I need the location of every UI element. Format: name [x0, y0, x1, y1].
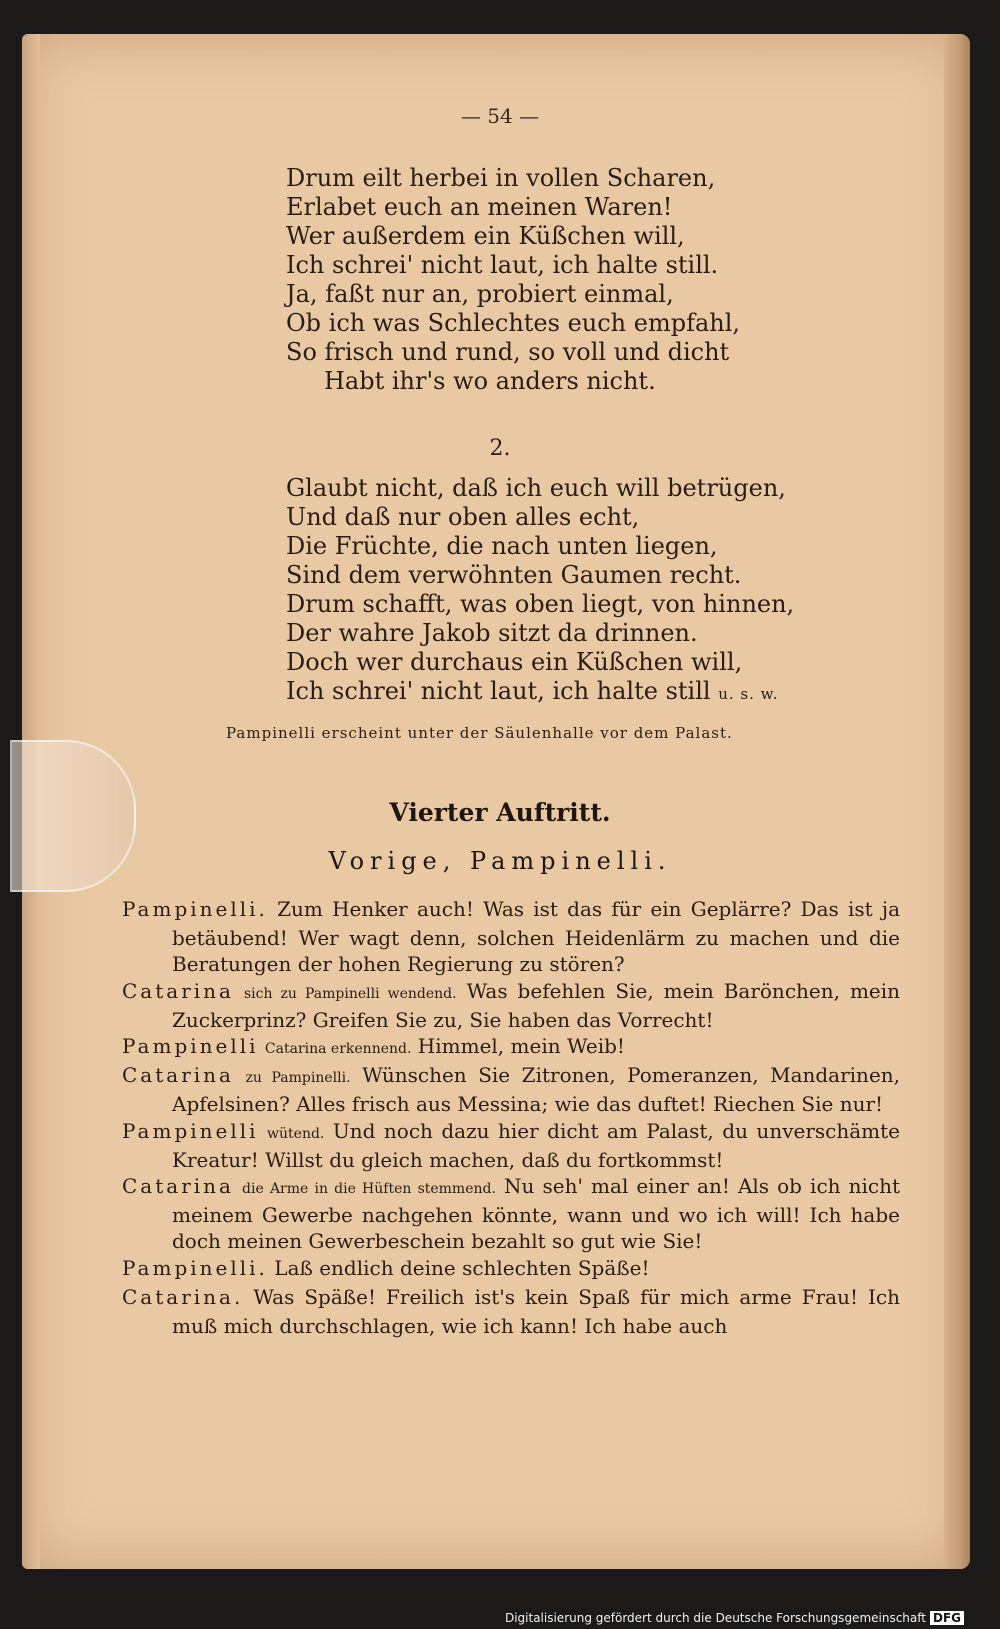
speech-text: Nu seh' mal einer an! Als ob ich nicht meinem Gewerbe nachgehen könnte, wann und wo ich will! Ich habe doch meinen Gewerbeschein bezahlt so gut wie Sie!: [172, 1174, 901, 1254]
verse-line-final: [286, 677, 794, 709]
footer-text: Digitalisierung gefördert durch die Deutsche Forschungsgemeinschaft: [504, 1611, 926, 1625]
verse-number: 2.: [489, 436, 511, 461]
verse-stanza-1: [286, 164, 740, 396]
speech: [122, 1255, 900, 1284]
verse-line: Drum schafft, was oben liegt, von hinnen,: [286, 590, 795, 618]
verse-line-text: Ich schrei' nicht laut, ich halte still: [286, 677, 711, 705]
verse-line: Die Früchte, die nach unten liegen,: [286, 532, 718, 560]
speaker-direction: sich zu Pampinelli wendend.: [243, 985, 457, 1002]
speech: [122, 1173, 900, 1255]
verse-line: So frisch und rund, so voll und dicht: [286, 338, 730, 366]
speaker-name: Catarina: [122, 978, 234, 1003]
speaker-direction: die Arme in die Hüften stemmend.: [242, 1181, 496, 1198]
speaker-direction: wütend.: [267, 1125, 325, 1142]
verse-stanza-2: [286, 474, 794, 709]
speech-text: Laß endlich deine schlechten Späße!: [274, 1255, 650, 1280]
verse-line: Ich schrei' nicht laut, ich halte still.: [286, 251, 719, 279]
speech: [122, 1033, 900, 1062]
verse-line: Doch wer durchaus ein Küßchen will,: [286, 648, 743, 676]
speech-text: Zum Henker auch! Was ist das für ein Geplärre? Das ist ja betäubend! Wer wagt denn, solchen Heidenlärm zu machen und die Beratungen der hohen Regierung zu stören?: [172, 897, 900, 977]
verse-line: Habt ihr's wo anders nicht.: [324, 367, 656, 395]
stage-direction: Pampinelli erscheint unter der Säulenhalle vor dem Palast.: [226, 724, 733, 742]
dfg-logo: DFG: [930, 1611, 964, 1625]
verse-line: Glaubt nicht, daß ich euch will betrügen,: [286, 474, 786, 502]
speech-text: Was befehlen Sie, mein Barönchen, mein Zuckerprinz? Greifen Sie zu, Sie haben das Vorrecht!: [172, 978, 901, 1032]
speech-text: Himmel, mein Weib!: [417, 1034, 625, 1059]
verse-line: Wer außerdem ein Küßchen will,: [286, 222, 685, 250]
speaker-name: Catarina: [122, 1063, 234, 1088]
speech: [122, 1284, 900, 1339]
verse-line: Ja, faßt nur an, probiert einmal,: [286, 280, 674, 308]
speaker-direction: zu Pampinelli.: [245, 1070, 351, 1087]
speaker-name: Pampinelli: [122, 1034, 259, 1059]
scene-cast: Vorige, Pampinelli.: [328, 847, 672, 875]
speaker-name: Catarina.: [122, 1284, 244, 1309]
speaker-name: Pampinelli.: [122, 897, 268, 921]
verse-line: Der wahre Jakob sitzt da drinnen.: [286, 619, 698, 647]
verse-line: Und daß nur oben alles echt,: [286, 503, 640, 531]
usw-abbreviation: u. s. w.: [718, 685, 779, 703]
speaker-name: Pampinelli: [122, 1118, 259, 1143]
speaker-name: Catarina: [122, 1174, 234, 1199]
speech: [122, 1118, 900, 1173]
speech-text: Was Späße! Freilich ist's kein Spaß für mich arme Frau! Ich muß mich durchschlagen, wie ich kann! Ich habe auch: [172, 1284, 900, 1339]
page-number: — 54 —: [460, 104, 540, 128]
verse-line: Ob ich was Schlechtes euch empfahl,: [286, 309, 741, 337]
verse-line: Sind dem verwöhnten Gaumen recht.: [286, 561, 742, 589]
dialogue-block: [122, 896, 900, 1339]
verse-line: Erlabet euch an meinen Waren!: [286, 193, 673, 221]
speech: [122, 1062, 900, 1117]
scene-title: Vierter Auftritt.: [389, 798, 611, 827]
speech-text: Und noch dazu hier dicht am Palast, du unverschämte Kreatur! Willst du gleich machen, daß du fortkommst!: [172, 1118, 900, 1172]
speech: [122, 896, 900, 978]
speaker-direction: Catarina erkennend.: [264, 1041, 412, 1058]
digitization-footer: [505, 1611, 964, 1625]
speech: [122, 978, 900, 1033]
speaker-name: Pampinelli.: [122, 1255, 268, 1280]
verse-line: Drum eilt herbei in vollen Scharen,: [286, 164, 716, 192]
speech-text: Wünschen Sie Zitronen, Pomeranzen, Mandarinen, Apfelsinen? Alles frisch aus Messina; wie das duftet! Riechen Sie nur!: [172, 1063, 901, 1117]
